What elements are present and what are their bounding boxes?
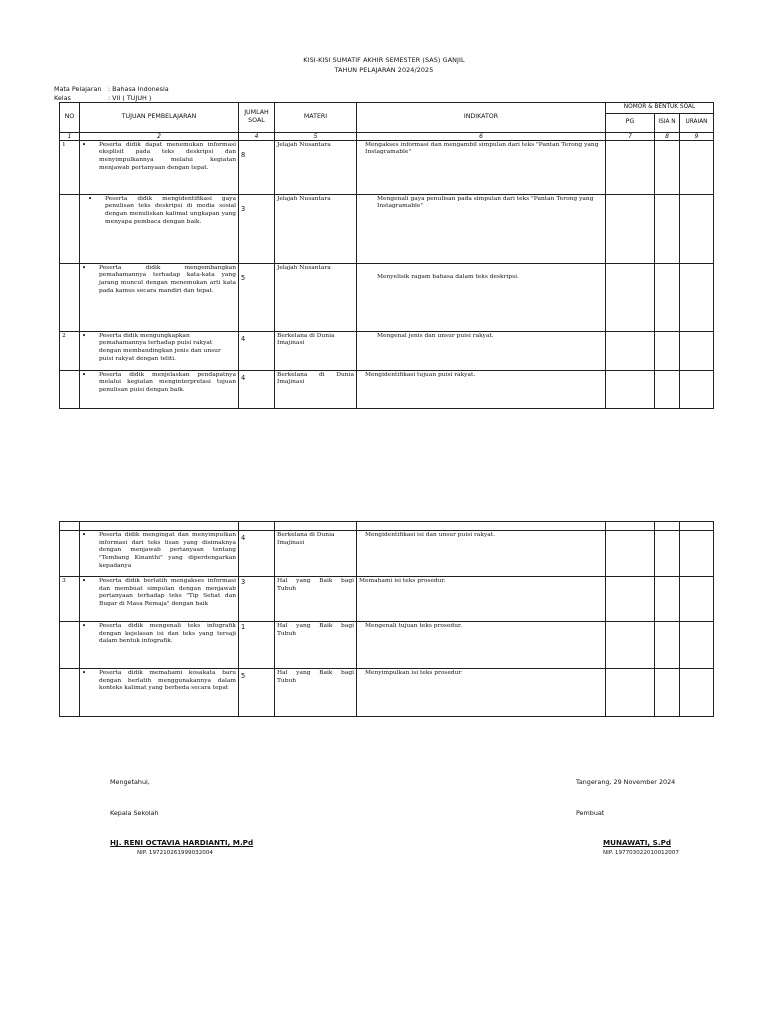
sig-right-nip: NIP. 197703022010012007: [603, 850, 679, 856]
row-isian: [655, 531, 680, 577]
row-pg: [606, 531, 655, 577]
row-no: 1: [60, 140, 80, 194]
row-materi: Berkelana di Dunia Imajinasi: [275, 331, 357, 370]
row-uraian: [680, 140, 714, 194]
row-jumlah: 4: [239, 370, 275, 408]
row-no: [60, 531, 80, 577]
bullet-dot-icon: •: [82, 531, 87, 539]
row-no: [60, 194, 80, 263]
row-isian: [655, 622, 680, 669]
sig-right-role: Pembuat: [576, 809, 605, 817]
header-uraian: URAIAN: [680, 113, 714, 132]
col-number: 9: [680, 132, 714, 140]
row-no: 3: [60, 577, 80, 622]
row-materi: Jelajah Nusantara: [275, 263, 357, 331]
header-materi: MATERI: [275, 103, 357, 133]
row-tujuan: Peserta didik mengungkapkan pemahamannya terhadap puisi rakyat dengan membandingkan jenis dan unsur puisi rakyat dengan teliti.: [99, 332, 221, 362]
bullet-dot-icon: •: [82, 140, 87, 149]
table-row: [60, 194, 714, 263]
col-number: 7: [606, 132, 655, 140]
header-tujuan: TUJUAN PEMBELAJARAN: [80, 103, 239, 133]
table-row-empty: [60, 522, 714, 531]
row-tujuan: Peserta didik dapat menemukan informasi eksplisit pada teks deskripsi dan menyimpulkannya melalui kegiatan menjawab pertanyaan dengan tepat.: [99, 141, 236, 171]
bullet-dot-icon: •: [82, 669, 87, 677]
table-row: [60, 669, 714, 717]
row-pg: [606, 577, 655, 622]
row-indikator: Menyelisik ragam bahasa dalam teks deskripsi.: [357, 263, 606, 331]
row-indikator: Mengenal jenis dan unsur puisi rakyat.: [357, 331, 606, 370]
sig-left-name: HJ. RENI OCTAVIA HARDIANTI, M.Pd: [110, 838, 254, 847]
row-uraian: [680, 577, 714, 622]
subject-line: [54, 85, 169, 93]
row-pg: [606, 331, 655, 370]
row-isian: [655, 263, 680, 331]
header-pg: PG: [606, 113, 655, 132]
row-isian: [655, 194, 680, 263]
col-number: 5: [275, 132, 357, 140]
row-uraian: [680, 194, 714, 263]
sig-left-greeting: Mengetahui,: [110, 778, 150, 786]
row-pg: [606, 370, 655, 408]
row-uraian: [680, 263, 714, 331]
kisi-kisi-table-part2: [59, 521, 714, 717]
row-uraian: [680, 531, 714, 577]
row-pg: [606, 263, 655, 331]
row-no: 2: [60, 331, 80, 370]
row-materi: Hal yang Baik bagi Tubuh: [275, 577, 357, 622]
col-number: 1: [60, 132, 80, 140]
subject-label: Mata Pelajaran: [54, 85, 102, 93]
row-materi: Berkelana di Dunia Imajinasi: [275, 531, 357, 577]
header-no: NO: [60, 103, 80, 133]
row-isian: [655, 370, 680, 408]
row-uraian: [680, 331, 714, 370]
row-isian: [655, 331, 680, 370]
row-tujuan: Peserta didik mengenali teks infografik dengan kejelasan isi dan teks yang tersaji dalam bentuk infografik.: [99, 623, 236, 645]
row-isian: [655, 669, 680, 717]
row-jumlah: 8: [239, 140, 275, 194]
row-indikator: Mengidentifikasi isi dan unsur puisi rakyat.: [357, 531, 606, 577]
row-indikator: Mengenali gaya penulisan pada simpulan dari teks "Pantan Terong yang Instagramable": [357, 194, 606, 263]
kisi-kisi-table-part1: [59, 102, 714, 409]
table-row: [60, 370, 714, 408]
col-number: 2: [80, 132, 239, 140]
row-no: [60, 622, 80, 669]
bullet-dot-icon: •: [82, 622, 87, 630]
row-uraian: [680, 370, 714, 408]
col-number: 6: [357, 132, 606, 140]
subject-value: : Bahasa Indonesia: [108, 85, 169, 93]
header-indikator: INDIKATOR: [357, 103, 606, 133]
sig-right-date: Tangerang, 29 November 2024: [576, 778, 676, 786]
row-indikator: Mengakses informasi dan mengambil simpulan dari teks "Pantan Terong yang Instagramable": [357, 140, 606, 194]
row-tujuan: Peserta didik mengidentifikasi gaya penulisan teks deskripsi di media sosial dengan menuliskan kalimat ungkapan yang menyapa pembaca dengan baik.: [105, 195, 236, 225]
row-pg: [606, 622, 655, 669]
bullet-dot-icon: •: [82, 577, 87, 585]
table-row: [60, 140, 714, 194]
row-pg: [606, 140, 655, 194]
row-isian: [655, 577, 680, 622]
row-jumlah: 4: [239, 331, 275, 370]
row-jumlah: 3: [239, 577, 275, 622]
class-label: Kelas: [54, 94, 71, 102]
row-no: [60, 669, 80, 717]
row-no: [60, 370, 80, 408]
row-materi: Hal yang Baik bagi Tubuh: [275, 622, 357, 669]
bullet-dot-icon: •: [82, 331, 87, 340]
document-subtitle: TAHUN PELAJARAN 2024/2025: [334, 66, 434, 74]
row-isian: [655, 140, 680, 194]
class-line: [54, 94, 151, 102]
header-nomor-bentuk: NOMOR & BENTUK SOAL: [606, 103, 714, 114]
row-materi: Berkelana di Dunia Imajinasi: [275, 370, 357, 408]
row-tujuan: Peserta didik berlatih mengakses informasi dan membuat simpulan dengan menjawab pertanyaan terhadap teks "Tip Sehat dan Bugar di Masa Remaja" dengan baik: [99, 578, 236, 608]
row-uraian: [680, 622, 714, 669]
header-jumlah: JUMLAH SOAL: [239, 103, 275, 133]
row-indikator: Menyimpulkan isi teks prosedur: [357, 669, 606, 717]
col-number: 8: [655, 132, 680, 140]
class-value: : VII ( TUJUH ): [108, 94, 152, 102]
table-row: [60, 622, 714, 669]
table-row: [60, 577, 714, 622]
row-jumlah: 1: [239, 622, 275, 669]
row-jumlah: 5: [239, 669, 275, 717]
bullet-dot-icon: •: [82, 263, 87, 272]
row-materi: Jelajah Nusantara: [275, 140, 357, 194]
col-number: 4: [239, 132, 275, 140]
row-uraian: [680, 669, 714, 717]
bullet-dot-icon: •: [88, 194, 93, 203]
sig-left-role: Kepala Sekolah: [110, 809, 159, 817]
row-pg: [606, 669, 655, 717]
bullet-dot-icon: •: [82, 370, 87, 379]
row-tujuan: Peserta didik memahami kosakata baru dengan berlatih menggunakannya dalam konteks kalimat yang berbeda secara tepat: [99, 670, 236, 692]
row-jumlah: 5: [239, 263, 275, 331]
row-materi: Hal yang Baik bagi Tubuh: [275, 669, 357, 717]
table-row: [60, 331, 714, 370]
table-row: [60, 263, 714, 331]
row-no: [60, 263, 80, 331]
row-indikator: Memahami isi teks prosedur.: [357, 577, 606, 622]
sig-right-name: MUNAWATI, S.Pd: [603, 838, 671, 847]
sig-left-nip: NIP. 197210261999032004: [137, 850, 213, 856]
row-pg: [606, 194, 655, 263]
row-indikator: Mengidentifikasi tujuan puisi rakyat.: [357, 370, 606, 408]
table-row: [60, 531, 714, 577]
header-isian: ISIA N: [655, 113, 680, 132]
row-jumlah: 3: [239, 194, 275, 263]
column-number-row: [60, 132, 714, 140]
document-title: KISI-KISI SUMATIF AKHIR SEMESTER (SAS) GANJIL: [303, 56, 465, 64]
row-tujuan: Peserta didik mengingat dan menyimpulkan informasi dari teks lisan yang disimaknya dengan menjawab pertanyaan tentang "Tembang Kinanthi" yang diperdengarkan kepadanya: [99, 532, 236, 569]
row-indikator: Mengenali tujuan teks prosedur.: [357, 622, 606, 669]
row-jumlah: 4: [239, 531, 275, 577]
row-tujuan: Peserta didik menjelaskan pendapatnya melalui kegiatan menginterpretasi tujuan penulisan puisi dengan baik.: [99, 371, 236, 393]
row-materi: Jelajah Nusantara: [275, 194, 357, 263]
row-tujuan: Peserta didik mengembangkan pemahamannya terhadap kata-kata yang jarang muncul dengan menemukan arti kata pada kamus secara mandiri dan tepat.: [99, 264, 236, 294]
